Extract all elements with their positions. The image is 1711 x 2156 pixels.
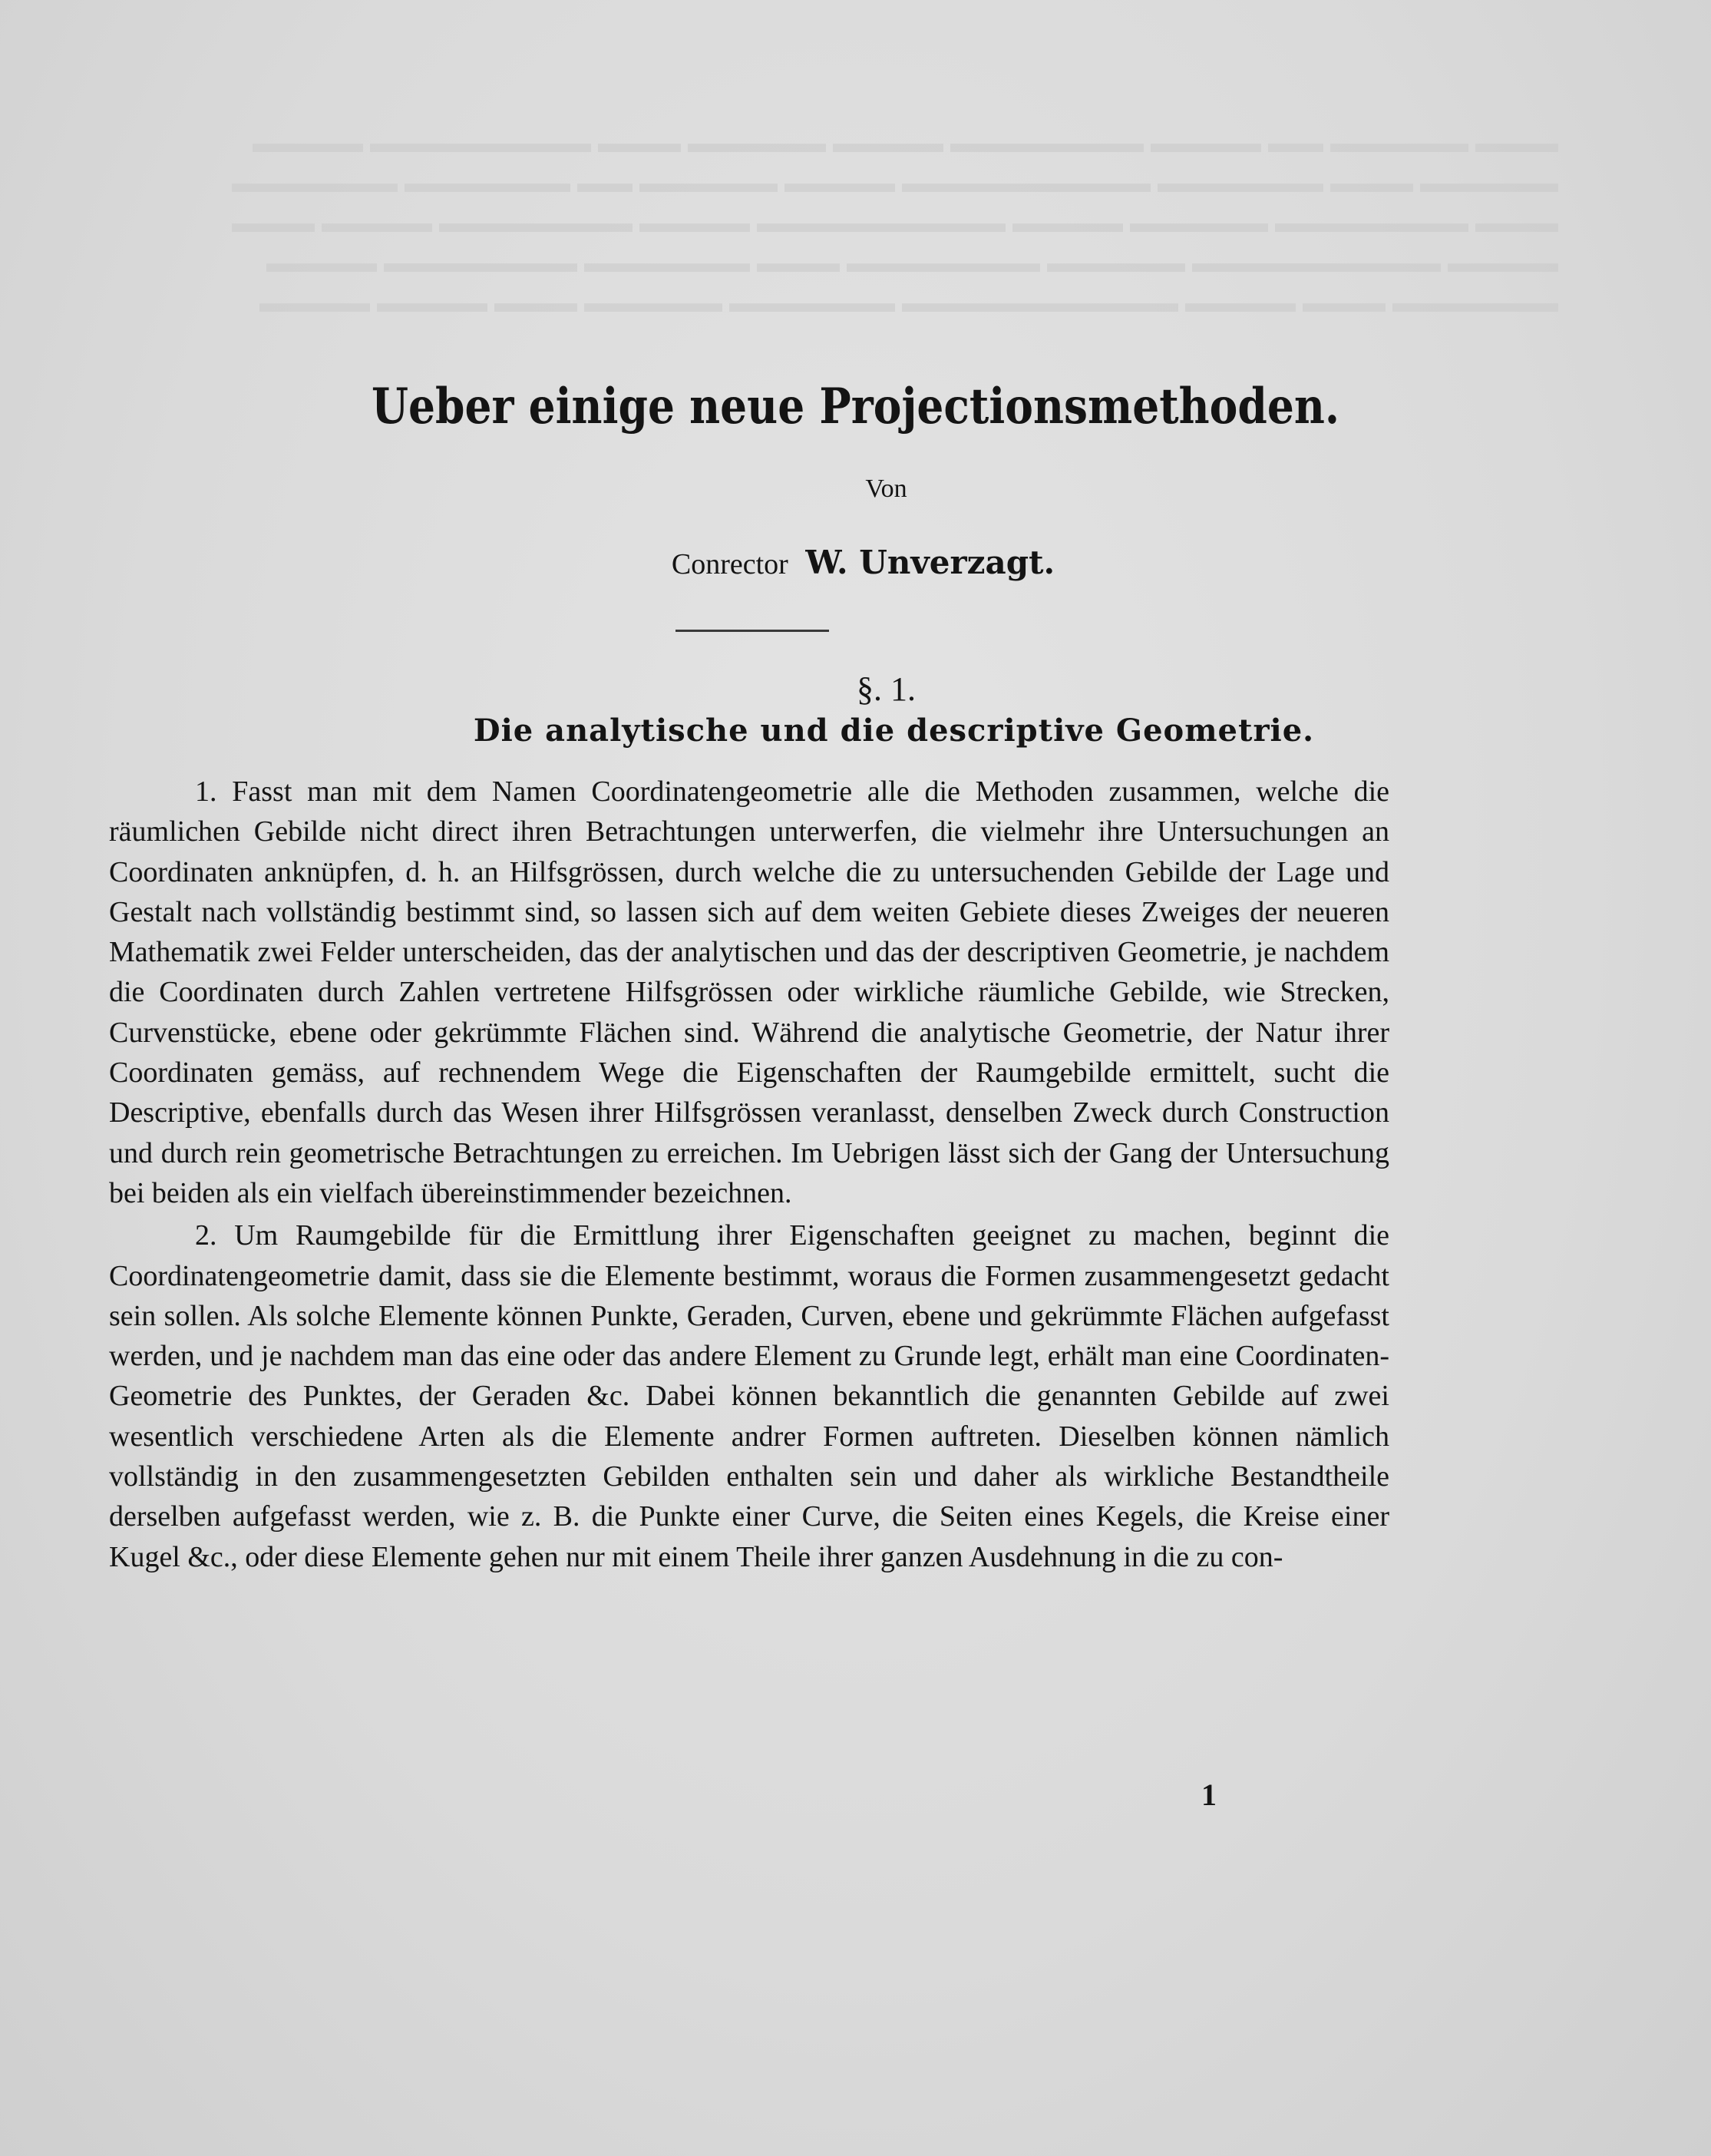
body-text: [109, 772, 1389, 1577]
byline-von: Von: [865, 475, 907, 503]
article-title: Ueber einige neue Projectionsmethoden.: [371, 378, 1340, 435]
bleed-through-texture: ▬▬▬ ▬▬▬▬▬ ▬▬ ▬▬▬▬ ▬▬▬▬▬▬▬ ▬▬▬▬ ▬▬▬▬▬ ▬▬▬ ▬▬▬▬▬▬▬▬ ▬▬▬▬ ▬▬▬▬▬ ▬▬▬ ▬▬▬▬▬▬ ▬▬▬▬▬▬▬▬▬ ▬▬▬▬ ▬▬▬▬▬ ▬▬ ▬▬▬▬▬▬ ▬▬▬▬▬▬ ▬▬▬ ▬▬▬▬▬▬▬ ▬▬▬▬▬ ▬▬▬▬ ▬▬▬▬▬▬▬▬▬ ▬▬▬▬ ▬▬▬▬▬▬▬ ▬▬▬▬ ▬▬▬ ▬▬▬▬ ▬▬▬▬▬▬▬▬▬ ▬▬▬▬▬ ▬▬▬▬▬▬▬ ▬▬▬ ▬▬▬▬▬▬ ▬▬▬▬▬▬▬ ▬▬▬▬ ▬▬▬▬▬▬ ▬▬▬ ▬▬▬▬ ▬▬▬▬▬▬▬▬▬▬ ▬▬▬▬▬▬ ▬▬▬▬▬ ▬▬▬ ▬▬▬▬ ▬▬▬▬: [232, 127, 1558, 318]
section-number: §. 1.: [857, 670, 916, 708]
paragraph-1: 1. Fasst man mit dem Namen Coordinatengeometrie alle die Methoden zusammen, welche die räumlichen Gebilde nicht direct ihren Betrachtungen unterwerfen, die vielmehr ihre Untersuchungen an Coordinaten anknüpfen, d. h. an Hilfsgrössen, durch welche die zu untersuchenden Gebilde der Lage und Gestalt nach vollständig bestimmt sind, so lassen sich auf dem weiten Gebiete dieses Zweiges der neueren Mathematik zwei Felder unterscheiden, das der analytischen und das der descriptiven Geometrie, je nachdem die Coordinaten durch Zahlen vertretene Hilfsgrössen oder wirkliche räumliche Gebilde, wie Strecken, Curvenstücke, ebene oder gekrümmte Flächen sind. Während die analytische Geometrie, der Natur ihrer Coordinaten gemäss, auf rechnendem Wege die Eigenschaften der Raumgebilde ermittelt, sucht die Descriptive, ebenfalls durch das Wesen ihrer Hilfsgrössen veranlasst, denselben Zweck durch Construction und durch rein geometrische Betrachtungen zu erreichen. Im Uebrigen lässt sich der Gang der Untersuchung bei beiden als ein vielfach übereinstimmender bezeichnen.: [109, 775, 1389, 1209]
author-name: W. Unverzagt.: [805, 544, 1055, 581]
author-role: Conrector: [671, 548, 788, 580]
title-divider-rule: [675, 630, 829, 632]
page-number: 1: [1201, 1777, 1217, 1812]
section-title: Die analytische und die descriptive Geometrie.: [473, 713, 1315, 749]
author-line: [0, 544, 1711, 582]
paragraph-2: 2. Um Raumgebilde für die Ermittlung ihrer Eigenschaften geeignet zu machen, beginnt die Coordinatengeometrie damit, dass sie die Elemente bestimmt, woraus die Formen zusammengesetzt gedacht sein sollen. Als solche Elemente können Punkte, Geraden, Curven, ebene und gekrümmte Flächen aufgefasst werden, und je nachdem man das eine oder das andere Element zu Grunde legt, erhält man eine Coordinaten-Geometrie des Punktes, der Geraden &c. Dabei können bekanntlich die genannten Gebilde auf zwei wesentlich verschiedene Arten als die Elemente andrer Formen auftreten. Dieselben können nämlich vollständig in den zusammengesetzten Gebilden enthalten sein und daher als wirkliche Bestandtheile derselben aufgefasst werden, wie z. B. die Punkte einer Curve, die Seiten eines Kegels, die Kreise einer Kugel &c., oder diese Elemente gehen nur mit einem Theile ihrer ganzen Ausdehnung in die zu con-: [109, 1219, 1389, 1573]
